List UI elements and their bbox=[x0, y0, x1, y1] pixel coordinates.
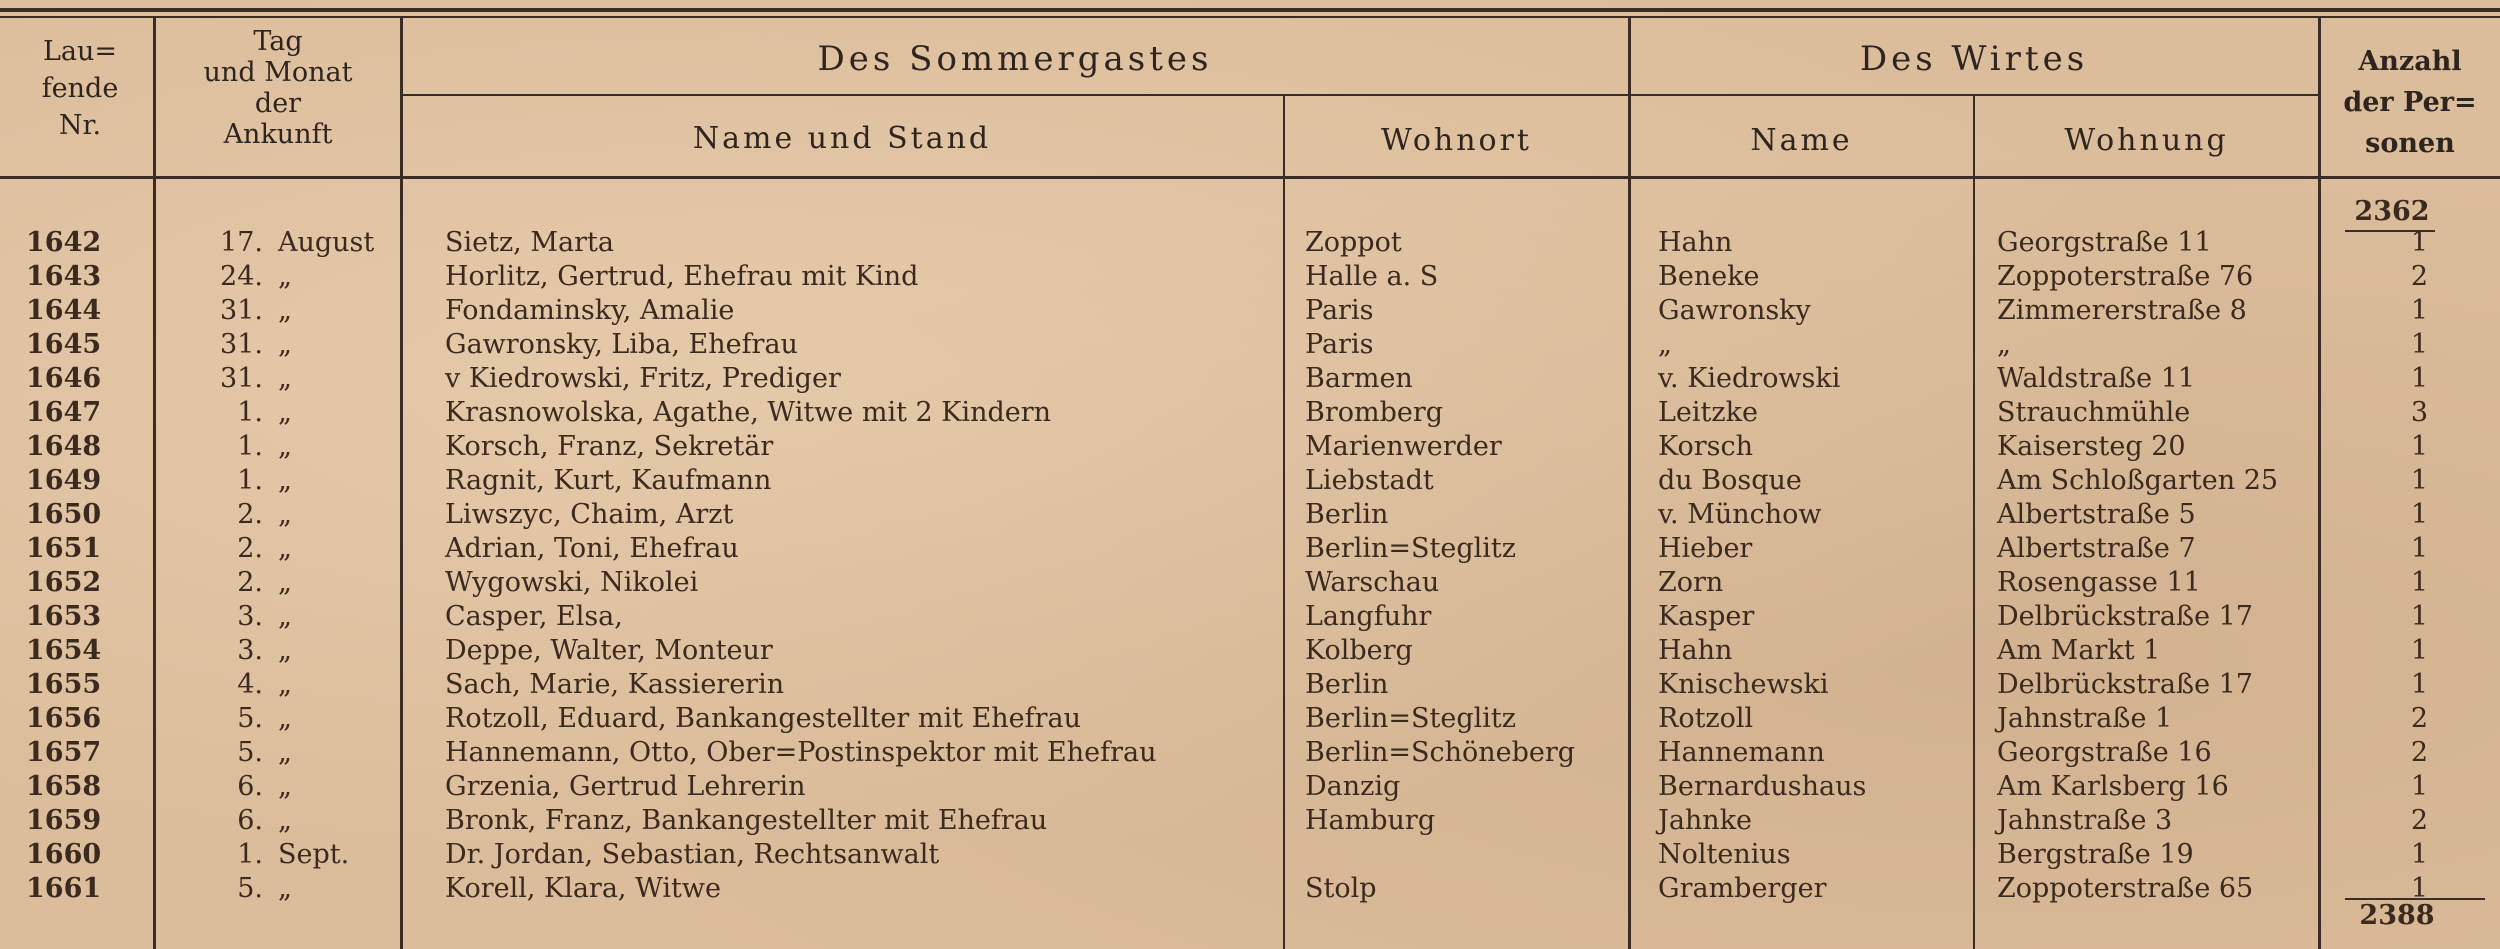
grand-total: 2388 bbox=[2359, 900, 2435, 931]
row-wohnung: Am Karlsberg 16 bbox=[1997, 771, 2229, 802]
row-wirt-name: Noltenius bbox=[1658, 839, 1791, 870]
row-month: „ bbox=[278, 261, 292, 292]
row-name-stand: Hannemann, Otto, Ober=Postinspektor mit Ehefrau bbox=[445, 737, 1157, 768]
row-wirt-name: du Bosque bbox=[1658, 465, 1802, 496]
row-name-stand: Krasnowolska, Agathe, Witwe mit 2 Kindern bbox=[445, 397, 1052, 428]
row-nr: 1648 bbox=[26, 431, 102, 462]
header-col-date-line-4: Ankunft bbox=[223, 119, 333, 151]
row-month: „ bbox=[278, 431, 292, 462]
row-wirt-name: Gramberger bbox=[1658, 873, 1827, 904]
header-group-guest: Des Sommergastes bbox=[817, 39, 1213, 79]
row-day: 2. bbox=[237, 567, 263, 598]
row-wohnung: Jahnstraße 3 bbox=[1997, 805, 2173, 836]
row-anzahl: 1 bbox=[2410, 295, 2428, 326]
row-nr: 1645 bbox=[26, 329, 102, 360]
row-wohnort: Berlin=Steglitz bbox=[1305, 533, 1516, 564]
row-anzahl: 1 bbox=[2410, 601, 2428, 632]
row-month: „ bbox=[278, 669, 292, 700]
top-rule-thin bbox=[0, 16, 2500, 18]
row-day: 1. bbox=[237, 839, 263, 870]
row-wohnung: Georgstraße 11 bbox=[1997, 227, 2212, 258]
header-col-wohnung: Wohnung bbox=[2064, 123, 2229, 158]
header-col-name-stand: Name und Stand bbox=[692, 121, 992, 156]
row-wohnung: Rosengasse 11 bbox=[1997, 567, 2201, 598]
row-name-stand: Rotzoll, Eduard, Bankangestellter mit Ehefrau bbox=[445, 703, 1082, 734]
row-name-stand: Sach, Marie, Kassiererin bbox=[445, 669, 785, 700]
row-wirt-name: Leitzke bbox=[1658, 397, 1758, 428]
row-anzahl: 3 bbox=[2410, 397, 2428, 428]
row-anzahl: 2 bbox=[2410, 703, 2428, 734]
row-day: 6. bbox=[237, 771, 263, 802]
row-day: 31. bbox=[220, 363, 263, 394]
row-day: 1. bbox=[237, 465, 263, 496]
col-rule-5 bbox=[1973, 94, 1975, 949]
row-wirt-name: Bernardushaus bbox=[1658, 771, 1867, 802]
header-col-date-line-2: und Monat bbox=[203, 57, 353, 89]
row-nr: 1655 bbox=[26, 669, 102, 700]
row-wohnort: Berlin=Schöneberg bbox=[1305, 737, 1576, 768]
row-nr: 1646 bbox=[26, 363, 102, 394]
row-anzahl: 2 bbox=[2410, 805, 2428, 836]
row-anzahl: 2 bbox=[2410, 737, 2428, 768]
row-wohnung: Delbrückstraße 17 bbox=[1997, 669, 2253, 700]
row-wohnort: Berlin bbox=[1305, 669, 1389, 700]
row-nr: 1651 bbox=[26, 533, 102, 564]
row-wohnort: Kolberg bbox=[1305, 635, 1413, 666]
row-name-stand: Adrian, Toni, Ehefrau bbox=[445, 533, 739, 564]
row-anzahl: 1 bbox=[2410, 363, 2428, 394]
row-anzahl: 1 bbox=[2410, 567, 2428, 598]
row-anzahl: 1 bbox=[2410, 635, 2428, 666]
row-wirt-name: Korsch bbox=[1658, 431, 1753, 462]
row-name-stand: v Kiedrowski, Fritz, Prediger bbox=[445, 363, 841, 394]
row-wirt-name: Kasper bbox=[1658, 601, 1755, 632]
group-rule bbox=[402, 94, 2320, 96]
row-day: 4. bbox=[237, 669, 263, 700]
row-day: 24. bbox=[220, 261, 263, 292]
row-month: „ bbox=[278, 873, 292, 904]
row-wirt-name: Hannemann bbox=[1658, 737, 1825, 768]
row-anzahl: 1 bbox=[2410, 771, 2428, 802]
row-month: „ bbox=[278, 465, 292, 496]
row-anzahl: 1 bbox=[2410, 227, 2428, 258]
row-anzahl: 1 bbox=[2410, 465, 2428, 496]
row-wohnort: Liebstadt bbox=[1305, 465, 1434, 496]
row-anzahl: 1 bbox=[2410, 431, 2428, 462]
row-month: „ bbox=[278, 567, 292, 598]
row-wohnung: Delbrückstraße 17 bbox=[1997, 601, 2253, 632]
row-anzahl: 1 bbox=[2410, 873, 2428, 904]
row-wohnort: Paris bbox=[1305, 295, 1374, 326]
header-col-nr-line-3: Nr. bbox=[58, 110, 102, 142]
row-month: „ bbox=[278, 397, 292, 428]
row-nr: 1658 bbox=[26, 771, 102, 802]
row-day: 3. bbox=[237, 635, 263, 666]
row-wohnung: Waldstraße 11 bbox=[1997, 363, 2196, 394]
header-col-wohnort: Wohnort bbox=[1381, 123, 1532, 158]
row-day: 1. bbox=[237, 431, 263, 462]
row-anzahl: 1 bbox=[2410, 533, 2428, 564]
row-day: 31. bbox=[220, 329, 263, 360]
row-nr: 1653 bbox=[26, 601, 102, 632]
row-day: 6. bbox=[237, 805, 263, 836]
row-wirt-name: „ bbox=[1658, 329, 1672, 360]
row-wohnort: Langfuhr bbox=[1305, 601, 1432, 632]
header-col-date bbox=[160, 26, 396, 150]
row-anzahl: 1 bbox=[2410, 669, 2428, 700]
row-nr: 1661 bbox=[26, 873, 102, 904]
row-wirt-name: Hieber bbox=[1658, 533, 1753, 564]
row-month: August bbox=[278, 227, 375, 258]
header-col-anzahl-line-1: Anzahl bbox=[2358, 46, 2462, 77]
row-month: „ bbox=[278, 737, 292, 768]
row-nr: 1659 bbox=[26, 805, 102, 836]
row-wirt-name: Gawronsky bbox=[1658, 295, 1811, 326]
header-col-anzahl-line-3: sonen bbox=[2365, 128, 2455, 160]
row-name-stand: Sietz, Marta bbox=[445, 227, 614, 258]
row-name-stand: Korsch, Franz, Sekretär bbox=[445, 431, 774, 462]
row-month: „ bbox=[278, 703, 292, 734]
row-wirt-name: Knischewski bbox=[1658, 669, 1829, 700]
row-wirt-name: v. Münchow bbox=[1658, 499, 1822, 530]
row-wohnung: Kaisersteg 20 bbox=[1997, 431, 2186, 462]
row-name-stand: Korell, Klara, Witwe bbox=[445, 873, 721, 904]
top-rule bbox=[0, 8, 2500, 12]
row-wohnort: Berlin=Steglitz bbox=[1305, 703, 1516, 734]
header-col-nr bbox=[10, 36, 150, 141]
row-month: „ bbox=[278, 533, 292, 564]
row-nr: 1654 bbox=[26, 635, 102, 666]
row-day: 5. bbox=[237, 703, 263, 734]
row-day: 5. bbox=[237, 873, 263, 904]
row-nr: 1649 bbox=[26, 465, 102, 496]
row-wohnung: Strauchmühle bbox=[1997, 397, 2191, 428]
row-month: „ bbox=[278, 363, 292, 394]
header-group-host: Des Wirtes bbox=[1859, 39, 2089, 79]
row-wohnort: Zoppot bbox=[1305, 227, 1402, 258]
row-month: „ bbox=[278, 771, 292, 802]
row-month: Sept. bbox=[278, 839, 350, 870]
row-month: „ bbox=[278, 499, 292, 530]
row-wirt-name: Jahnke bbox=[1658, 805, 1753, 836]
row-nr: 1643 bbox=[26, 261, 102, 292]
row-day: 2. bbox=[237, 499, 263, 530]
header-rule bbox=[0, 176, 2500, 179]
row-wohnort: Halle a. S bbox=[1305, 261, 1439, 292]
row-wohnung: Zoppoterstraße 65 bbox=[1997, 873, 2254, 904]
row-nr: 1656 bbox=[26, 703, 102, 734]
row-anzahl: 1 bbox=[2410, 839, 2428, 870]
row-nr: 1660 bbox=[26, 839, 102, 870]
row-wohnung: Zimmererstraße 8 bbox=[1997, 295, 2247, 326]
row-nr: 1650 bbox=[26, 499, 102, 530]
row-anzahl: 1 bbox=[2410, 329, 2428, 360]
row-name-stand: Liwszyc, Chaim, Arzt bbox=[445, 499, 734, 530]
header-col-anzahl-line-2: der Per= bbox=[2343, 87, 2477, 119]
row-day: 3. bbox=[237, 601, 263, 632]
carry-over-total: 2362 bbox=[2354, 196, 2430, 227]
row-name-stand: Gawronsky, Liba, Ehefrau bbox=[445, 329, 798, 360]
row-wohnort: Marienwerder bbox=[1305, 431, 1502, 462]
row-wirt-name: v. Kiedrowski bbox=[1658, 363, 1841, 394]
row-nr: 1642 bbox=[26, 227, 102, 258]
row-wohnung: Jahnstraße 1 bbox=[1997, 703, 2173, 734]
row-name-stand: Grzenia, Gertrud Lehrerin bbox=[445, 771, 806, 802]
row-month: „ bbox=[278, 295, 292, 326]
row-day: 2. bbox=[237, 533, 263, 564]
row-wohnort: Warschau bbox=[1305, 567, 1440, 598]
row-wohnort: Stolp bbox=[1305, 873, 1377, 904]
row-anzahl: 2 bbox=[2410, 261, 2428, 292]
row-wohnung: Am Schloßgarten 25 bbox=[1997, 465, 2279, 496]
row-nr: 1652 bbox=[26, 567, 102, 598]
header-col-wirt-name: Name bbox=[1750, 123, 1853, 158]
row-wirt-name: Rotzoll bbox=[1658, 703, 1754, 734]
row-nr: 1657 bbox=[26, 737, 102, 768]
row-wohnort: Barmen bbox=[1305, 363, 1413, 394]
row-anzahl: 1 bbox=[2410, 499, 2428, 530]
header-col-date-line-3: der bbox=[254, 88, 302, 120]
row-wohnung: Albertstraße 7 bbox=[1997, 533, 2196, 564]
row-wohnung: Albertstraße 5 bbox=[1997, 499, 2196, 530]
row-wohnung: Bergstraße 19 bbox=[1997, 839, 2194, 870]
row-wohnung: Am Markt 1 bbox=[1997, 635, 2161, 666]
row-name-stand: Fondaminsky, Amalie bbox=[445, 295, 735, 326]
row-day: 31. bbox=[220, 295, 263, 326]
row-wohnort: Hamburg bbox=[1305, 805, 1436, 836]
row-wohnort: Paris bbox=[1305, 329, 1374, 360]
row-nr: 1647 bbox=[26, 397, 102, 428]
header-col-nr-line-1: Lau= bbox=[42, 36, 118, 67]
row-wirt-name: Hahn bbox=[1658, 227, 1733, 258]
row-name-stand: Horlitz, Gertrud, Ehefrau mit Kind bbox=[445, 261, 919, 292]
row-day: 1. bbox=[237, 397, 263, 428]
row-month: „ bbox=[278, 635, 292, 666]
row-day: 5. bbox=[237, 737, 263, 768]
row-day: 17. bbox=[220, 227, 263, 258]
row-wohnort: Danzig bbox=[1305, 771, 1401, 802]
row-wohnung: „ bbox=[1997, 329, 2011, 360]
row-name-stand: Dr. Jordan, Sebastian, Rechtsanwalt bbox=[445, 839, 940, 870]
row-wirt-name: Beneke bbox=[1658, 261, 1760, 292]
row-month: „ bbox=[278, 329, 292, 360]
row-name-stand: Deppe, Walter, Monteur bbox=[445, 635, 773, 666]
row-wirt-name: Zorn bbox=[1658, 567, 1724, 598]
header-col-date-line-1: Tag bbox=[253, 26, 303, 57]
row-nr: 1644 bbox=[26, 295, 102, 326]
row-wohnung: Georgstraße 16 bbox=[1997, 737, 2212, 768]
row-wohnort: Berlin bbox=[1305, 499, 1389, 530]
row-name-stand: Wygowski, Nikolei bbox=[445, 567, 699, 598]
row-name-stand: Ragnit, Kurt, Kaufmann bbox=[445, 465, 772, 496]
header-col-nr-line-2: fende bbox=[41, 73, 119, 105]
row-wirt-name: Hahn bbox=[1658, 635, 1733, 666]
col-rule-3 bbox=[1283, 94, 1285, 949]
row-wohnung: Zoppoterstraße 76 bbox=[1997, 261, 2254, 292]
row-name-stand: Casper, Elsa, bbox=[445, 601, 623, 632]
row-month: „ bbox=[278, 805, 292, 836]
header-col-anzahl bbox=[2320, 46, 2500, 159]
col-rule-1 bbox=[153, 16, 156, 949]
row-wohnort: Bromberg bbox=[1305, 397, 1444, 428]
row-month: „ bbox=[278, 601, 292, 632]
row-name-stand: Bronk, Franz, Bankangestellter mit Ehefrau bbox=[445, 805, 1048, 836]
